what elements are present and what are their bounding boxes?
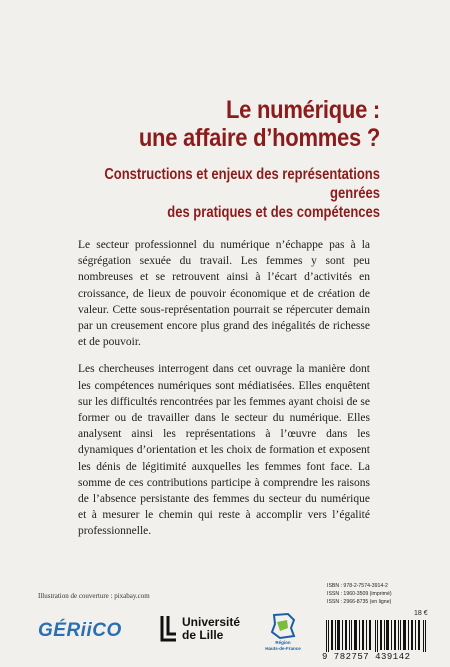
barcode-icon [324, 620, 430, 652]
book-title [90, 96, 380, 152]
summary-paragraph-1: Le secteur professionnel du numérique n’échappe pas à la ségrégation sexuée du travail. Les femmes y sont peu nombreuses et se retrouvent ainsi à l’écart d’activités en croissance, de lieux de pouvoir économique et de création de valeur. Cette sous-représentation pourrait se répercuter demain par un creusement encore plus grand des inégalités de richesse et de pouvoir. [78, 239, 370, 349]
issn-print-line: ISSN : 1960-3509 (imprimé) [327, 590, 392, 597]
book-subtitle-line2: des pratiques et des compétences [167, 204, 380, 221]
isbn-block [327, 583, 427, 606]
issn-online-line: ISSN : 2966-8735 (en ligne) [327, 598, 392, 605]
lille-line1: Université [182, 615, 241, 629]
region-shape-icon [258, 612, 308, 640]
book-subtitle-line1: Constructions et enjeux des représentations genrées [104, 166, 380, 202]
hauts-de-france-logo [258, 612, 308, 654]
region-line1: Région [275, 640, 291, 645]
summary-paragraph-2: Les chercheuses interrogent dans cet ouvrage la manière dont les compétences numériques sont médiatisées. Elles enquêtent sur les difficultés rencontrées par les femmes ayant choisi de se former ou de travailler dans le secteur du numérique. Elles analysent ainsi les représentations à l’œuvre dans les dynamiques d’orientation et les choix de formation et exposent les dénis de légitimité auxquelles les femmes font face. La somme de ces contributions participe à comprendre les raisons de l’absence persistante des femmes du secteur du numérique et à mesurer le chemin qui reste à accomplir vers l’égalité professionnelle. [78, 363, 370, 538]
book-subtitle [78, 165, 380, 222]
lille-mark-icon [160, 614, 178, 642]
region-text [258, 640, 308, 651]
region-line2: Hauts-de-France [265, 645, 301, 651]
lille-text [182, 616, 240, 642]
universite-de-lille-logo [160, 614, 250, 644]
isbn-line: ISBN : 978-2-7574-3914-2 [327, 583, 388, 589]
book-title-line1: Le numérique : [226, 96, 380, 124]
lille-line2: de Lille [182, 628, 224, 642]
back-cover-summary [78, 237, 370, 551]
price-label: 18 € [414, 610, 428, 617]
barcode-number: 9 782757 439142 [322, 652, 411, 662]
illustration-credit: Illustration de couverture : pixabay.com [38, 592, 150, 600]
book-title-line2: une affaire d’hommes ? [138, 124, 380, 152]
gerico-logo: GÉRiiCO [38, 620, 122, 641]
